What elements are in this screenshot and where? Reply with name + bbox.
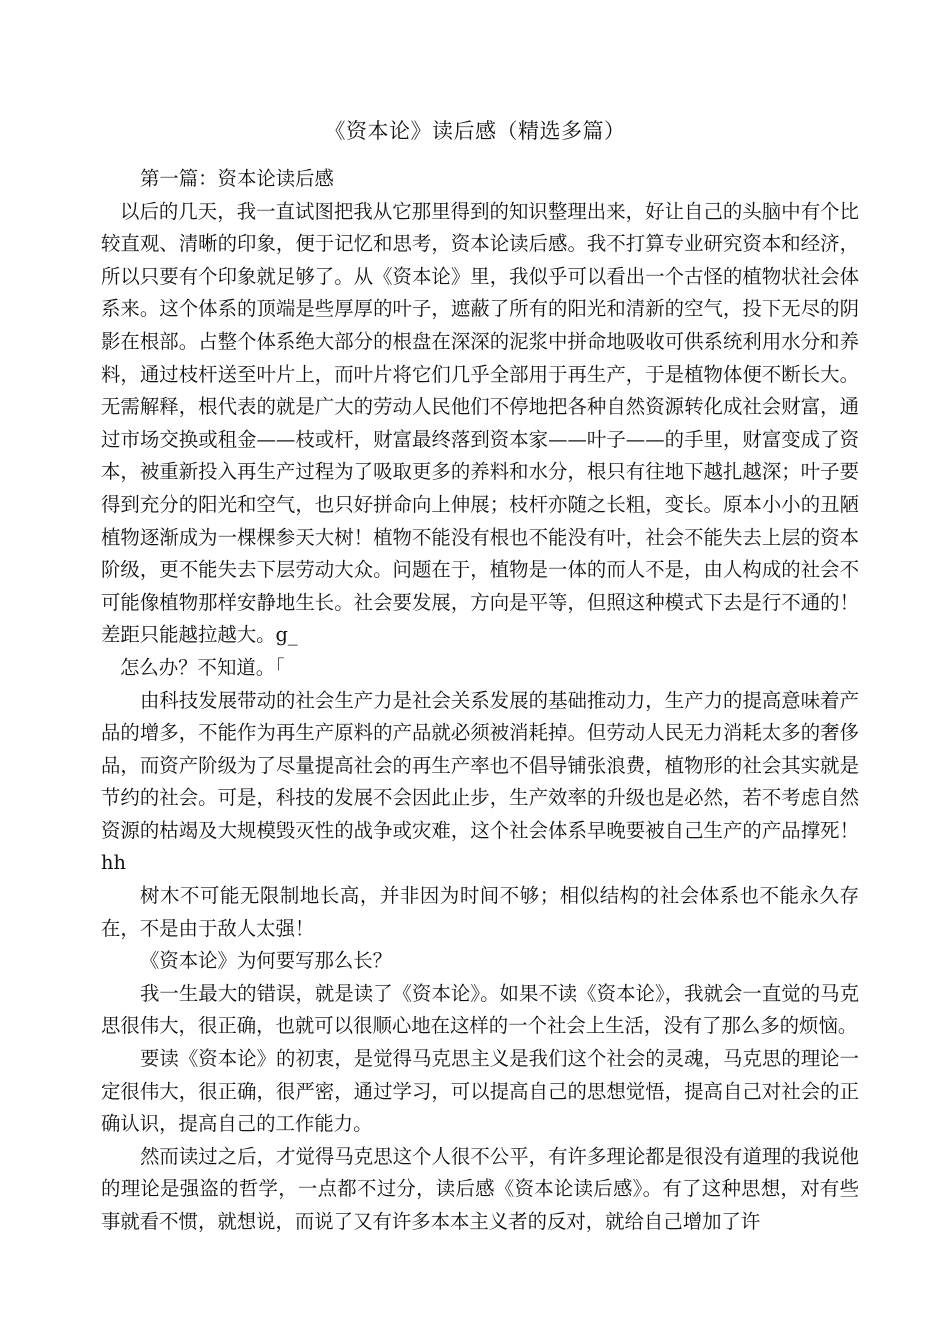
paragraph: 《资本论》为何要写那么长？	[140, 949, 393, 973]
paragraph: 怎么办？不知道。「	[120, 655, 285, 679]
paragraph: 要读《资本论》的初衷，是觉得马克思主义是我们这个社会的灵魂，马克思的理论一定很伟大，很正确，很严密，通过学习，可以提高自己的思想觉悟，提高自己对社会的正确认识，提高自己的工作能力。	[101, 1047, 859, 1136]
paragraph: 以后的几天，我一直试图把我从它那里得到的知识整理出来，好让自己的头脑中有个比较直观、清晰的印象，便于记忆和思考，资本论读后感。我不打算专业研究资本和经济，所以只要有个印象就足够了。从《资本论》里，我似乎可以看出一个古怪的植物状社会体系来。这个体系的顶端是些厚厚的叶子，遮蔽了所有的阳光和清新的空气，投下无尽的阴影在根部。占整个体系绝大部分的根盘在深深的泥浆中拼命地吸收可供系统利用水分和养料，通过枝杆送至叶片上，而叶片将它们几乎全部用于再生产，于是植物体便不断长大。无需解释，根代表的就是广大的劳动人民他们不停地把各种自然资源转化成社会财富，通过市场交换或租金——枝或杆，财富最终落到资本家——叶子——的手里，财富变成了资本，被重新投入再生产过程为了吸取更多的养料和水分，根只有往地下越扎越深；叶子要得到充分的阳光和空气，也只好拼命向上伸展；枝杆亦随之长粗，变长。原本小小的丑陋植物逐渐成为一棵棵参天大树！植物不能没有根也不能没有叶，社会不能失去上层的资本阶级，更不能失去下层劳动大众。问题在于，植物是一体的而人不是，由人构成的社会不可能像植物那样安静地生长。社会要发展，方向是平等，但照这种模式下去是行不通的！差距只能越拉越大。g_	[101, 199, 859, 647]
paragraph: 然而读过之后，才觉得马克思这个人很不公平，有许多理论都是很没有道理的我说他的理论是强盗的哲学，一点都不过分，读后感《资本论读后感》。有了这种思想，对有些事就看不惯，就想说，而说了又有许多本本主义者的反对，就给自己增加了许	[101, 1144, 859, 1233]
paragraph: 树木不可能无限制地长高，并非因为时间不够；相似结构的社会体系也不能永久存在，不是由于敌人太强！	[101, 884, 859, 940]
paragraph: 由科技发展带动的社会生产力是社会关系发展的基础推动力，生产力的提高意味着产品的增多，不能作为再生产原料的产品就必须被消耗掉。但劳动人民无力消耗太多的奢侈品，而资产阶级为了尽量提高社会的再生产率也不倡导铺张浪费，植物形的社会其实就是节约的社会。可是，科技的发展不会因此止步，生产效率的升级也是必然，若不考虑自然资源的枯竭及大规模毁灭性的战争或灾难，这个社会体系早晚要被自己生产的产品撑死！hh	[101, 688, 859, 875]
document-body	[101, 163, 859, 1239]
document-title: 《资本论》读后感（精选多篇）	[324, 119, 626, 143]
paragraph: 我一生最大的错误，就是读了《资本论》。如果不读《资本论》，我就会一直觉的马克思很伟大，很正确，也就可以很顺心地在这样的一个社会上生活，没有了那么多的烦恼。	[101, 981, 859, 1038]
paragraph-chapter-heading: 第一篇：资本论读后感	[140, 167, 334, 190]
